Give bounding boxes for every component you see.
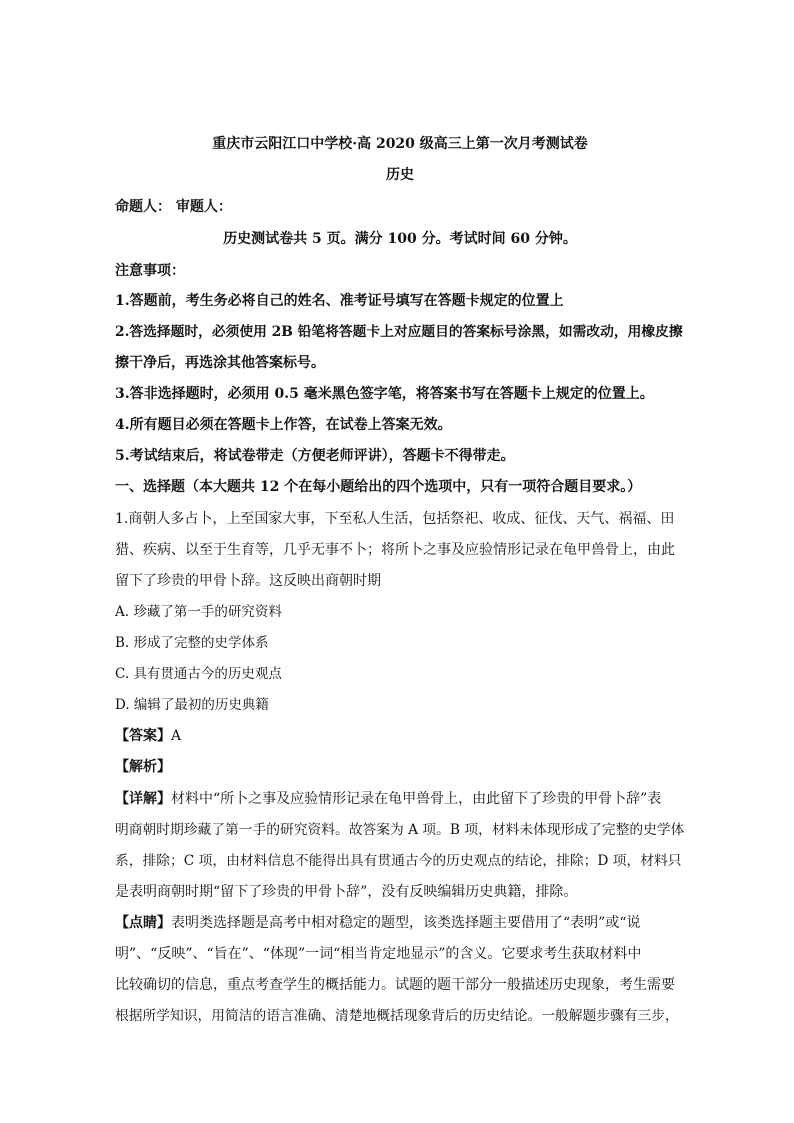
question-stem-line-3: 留下了珍贵的甲骨卜辞。这反映出商朝时期 (115, 573, 381, 589)
tip-line-2: 明”、“反映”、“旨在”、“体现”一词“相当肯定地显示”的含义。它要求考生获取材料中 (115, 946, 642, 962)
notice-item-3: 3.答非选择题时，必须用 0.5 毫米黑色签字笔，将答案书写在答题卡上规定的位置上。 (115, 386, 654, 402)
section-heading: 一、选择题（本大题共 12 个在每小题给出的四个选项中，只有一项符合题目要求。） (115, 479, 642, 495)
answer-line (115, 727, 685, 745)
tip-line-1 (115, 914, 685, 932)
notice-item-5: 5.考试结束后，将试卷带走（方便老师评讲），答题卡不得带走。 (115, 448, 515, 464)
answer-label: 【答案】 (115, 728, 171, 744)
notice-item-2: 2.答选择题时，必须使用 2B 铅笔将答题卡上对应题目的答案标号涂黑，如需改动，用橡皮擦 (115, 324, 683, 340)
option-c: C. 具有贯通古今的历史观点 (115, 666, 282, 682)
option-d: D. 编辑了最初的历史典籍 (115, 697, 269, 713)
authors-line: 命题人： 审题人： (115, 199, 232, 215)
notice-item-2-cont: 擦干净后，再选涂其他答案标号。 (115, 355, 325, 371)
notice-item-4: 4.所有题目必须在答题卡上作答，在试卷上答案无效。 (115, 417, 452, 433)
notice-heading: 注意事项： (115, 263, 185, 279)
analysis-label: 【解析】 (115, 759, 171, 775)
subject-title: 历史 (386, 167, 414, 183)
exam-info: 历史测试卷共 5 页。满分 100 分。考试时间 60 分钟。 (223, 231, 577, 247)
option-b: B. 形成了完整的史学体系 (115, 635, 269, 651)
detail-line-1 (115, 790, 685, 808)
detail-line-3: 系，排除；C 项，由材料信息不能得出具有贯通古今的历史观点的结论，排除；D 项，材料只 (115, 853, 682, 869)
answer-value: A (171, 728, 182, 744)
option-a: A. 珍藏了第一手的研究资料 (115, 604, 282, 620)
detail-text-1: 材料中“所卜之事及应验情形记录在龟甲兽骨上，由此留下了珍贵的甲骨卜辞”表 (171, 791, 662, 807)
tip-line-4: 根据所学知识，用简洁的语言准确、清楚地概括现象背后的历史结论。一般解题步骤有三步， (115, 1008, 679, 1024)
detail-line-4: 是表明商朝时期“留下了珍贵的甲骨卜辞”，没有反映编辑历史典籍，排除。 (115, 884, 578, 900)
question-stem-line-2: 猎、疾病、以至于生育等，几乎无事不卜；将所卜之事及应验情形记录在龟甲兽骨上，由此 (115, 542, 675, 558)
question-stem-line-1: 1.商朝人多占卜，上至国家大事，下至私人生活，包括祭祀、收成、征伐、天气、祸福、田 (115, 511, 675, 527)
detail-line-2: 明商朝时期珍藏了第一手的研究资料。故答案为 A 项。B 项，材料未体现形成了完整的史学体 (115, 822, 685, 838)
tip-line-3: 比较确切的信息，重点考查学生的概括能力。试题的题干部分一般描述历史现象，考生需要 (115, 977, 675, 993)
notice-item-1: 1.答题前，考生务必将自己的姓名、准考证号填写在答题卡规定的位置上 (115, 293, 564, 309)
exam-title: 重庆市云阳江口中学校·高 2020 级高三上第一次月考测试卷 (212, 136, 588, 152)
tip-text-1: 表明类选择题是高考中相对稳定的题型，该类选择题主要借用了“表明”或“说 (171, 915, 641, 931)
tip-label: 【点睛】 (115, 915, 171, 931)
detail-label: 【详解】 (115, 791, 171, 807)
